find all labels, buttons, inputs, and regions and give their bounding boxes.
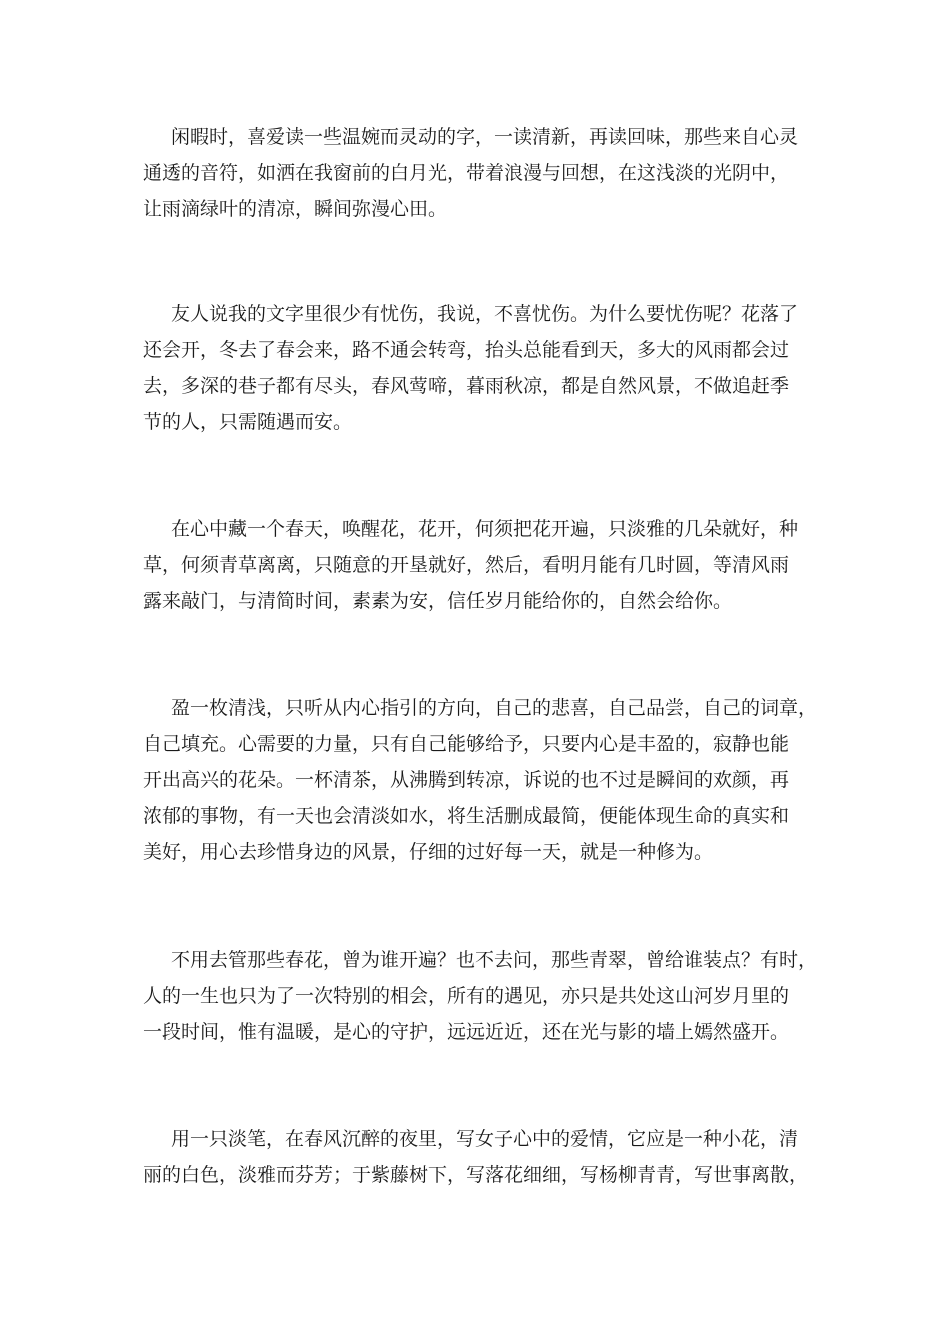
paragraph-line: 浓郁的事物，有一天也会清淡如水，将生活删成最简，便能体现生命的真实和 [143,805,790,827]
paragraph-6 [143,1121,823,1193]
paragraph-5 [143,942,823,1050]
paragraph-line: 还会开，冬去了春会来，路不通会转弯，抬头总能看到天，多大的风雨都会过 [143,339,790,361]
paragraph-3 [143,511,823,619]
paragraph-line: 露来敲门，与清简时间，素素为安，信任岁月能给你的，自然会给你。 [143,590,733,612]
paragraph-line: 节的人，只需随遇而安。 [143,411,353,433]
paragraph-line: 通透的音符，如洒在我窗前的白月光，带着浪漫与回想，在这浅淡的光阴中， [143,162,790,184]
paragraph-line: 自己填充。心需要的力量，只有自己能够给予，只要内心是丰盈的，寂静也能 [143,733,790,755]
paragraph-line: 闲暇时，喜爱读一些温婉而灵动的字，一读清新，再读回味，那些来自心灵 [171,126,799,148]
paragraph-4 [143,690,823,870]
paragraph-line: 不用去管那些春花，曾为谁开遍？也不去问，那些青翠，曾给谁装点？有时， [171,949,818,971]
paragraph-line: 在心中藏一个春天，唤醒花，花开，何须把花开遍，只淡雅的几朵就好，种 [171,518,799,540]
paragraph-line: 盈一枚清浅，只听从内心指引的方向，自己的悲喜，自己品尝，自己的词章， [171,697,818,719]
paragraph-line: 草，何须青草离离，只随意的开垦就好，然后，看明月能有几时圆，等清风雨 [143,554,790,576]
paragraph-1 [143,119,823,227]
paragraph-line: 让雨滴绿叶的清凉，瞬间弥漫心田。 [143,198,448,220]
paragraph-line: 一段时间，惟有温暖，是心的守护，远远近近，还在光与影的墙上嫣然盛开。 [143,1021,790,1043]
paragraph-line: 用一只淡笔，在春风沉醉的夜里，写女子心中的爱情，它应是一种小花，清 [171,1128,799,1150]
paragraph-line: 开出高兴的花朵。一杯清茶，从沸腾到转凉，诉说的也不过是瞬间的欢颜，再 [143,769,790,791]
paragraph-line: 美好，用心去珍惜身边的风景，仔细的过好每一天，就是一种修为。 [143,841,714,863]
paragraph-line: 人的一生也只为了一次特别的相会，所有的遇见，亦只是共处这山河岁月里的 [143,985,790,1007]
paragraph-line: 友人说我的文字里很少有忧伤，我说，不喜忧伤。为什么要忧伤呢？花落了 [171,303,799,325]
paragraph-2 [143,296,823,440]
paragraph-line: 丽的白色，淡雅而芬芳；于紫藤树下，写落花细细，写杨柳青青，写世事离散， [143,1164,809,1186]
paragraph-line: 去，多深的巷子都有尽头，春风莺啼，暮雨秋凉，都是自然风景，不做追赶季 [143,375,790,397]
